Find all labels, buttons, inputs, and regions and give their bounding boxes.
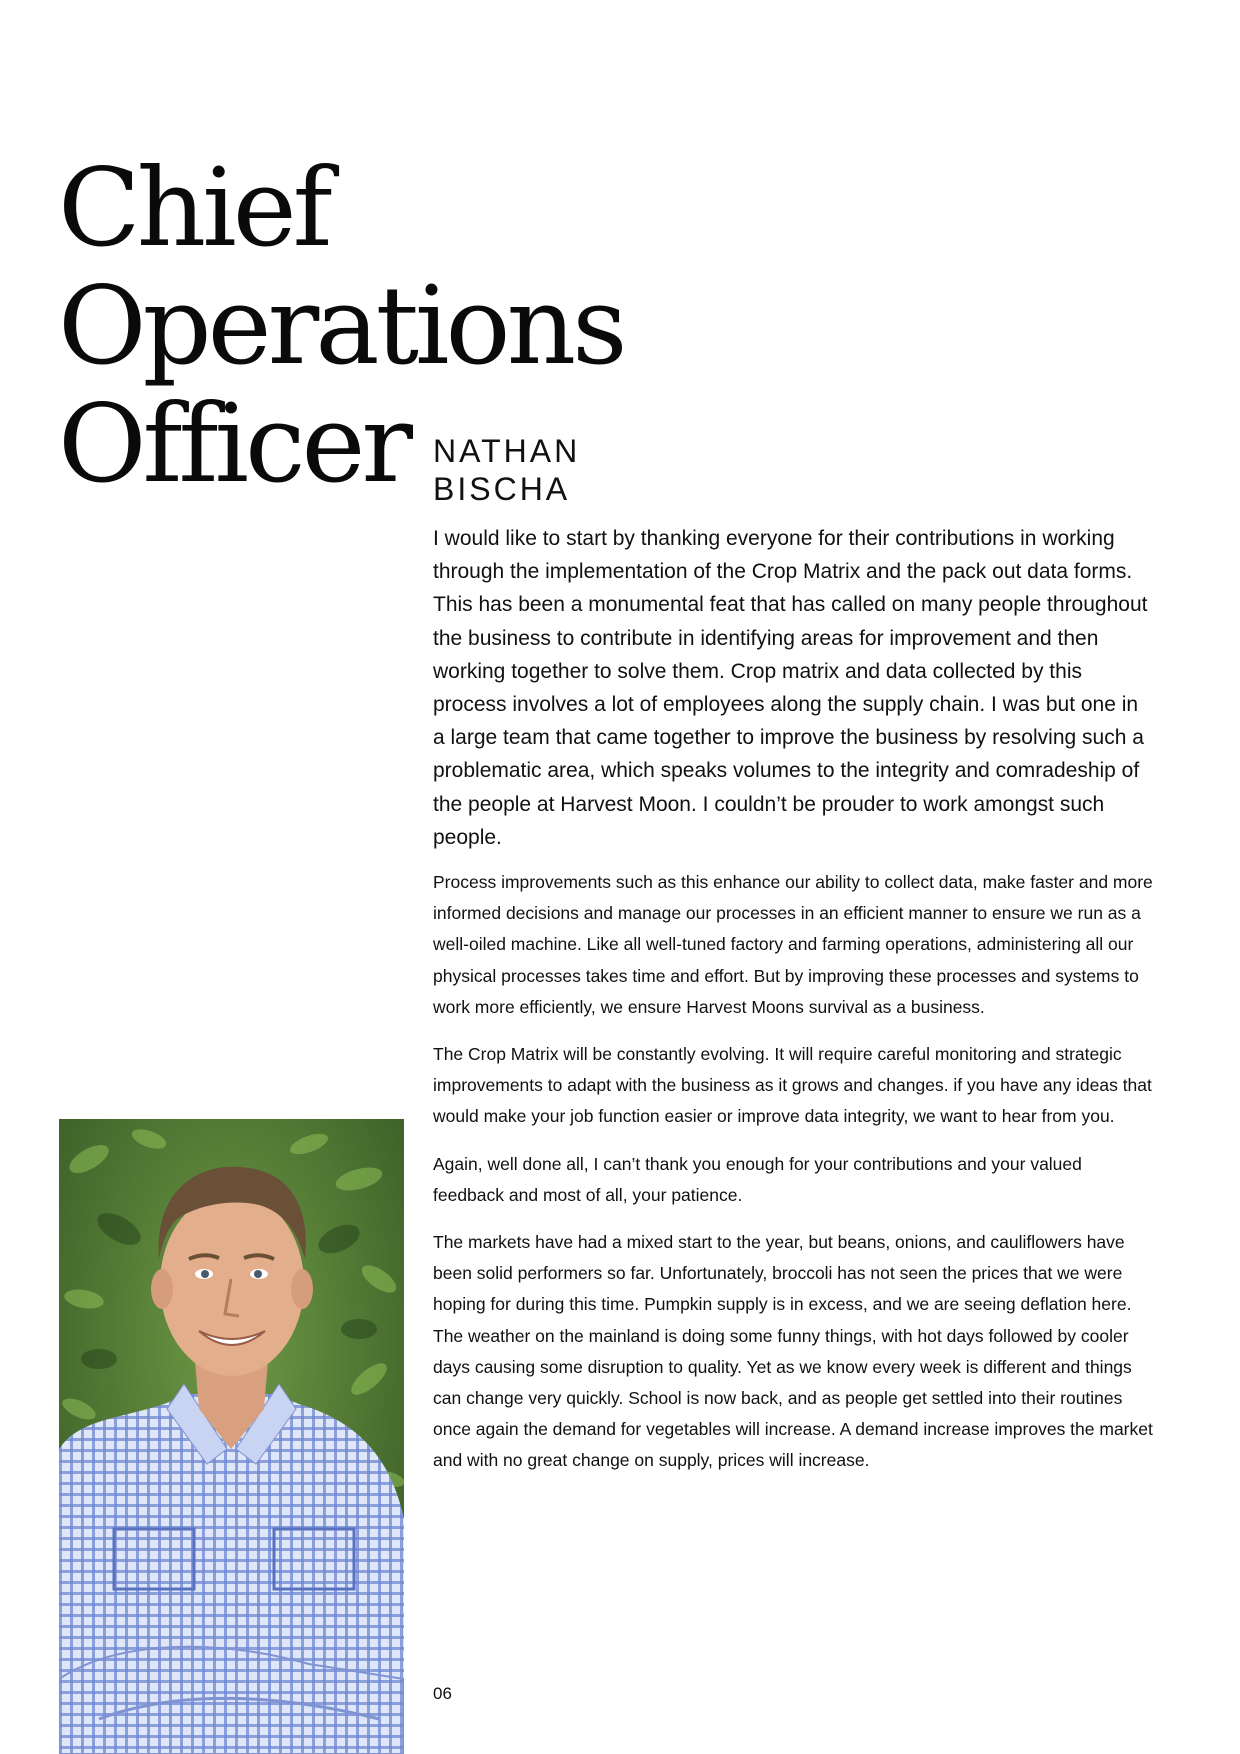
body-paragraph-2: The Crop Matrix will be constantly evolving. It will require careful monitoring and strategic improvements to adapt with the business as it grows and changes. if you have any ideas that would make your job function easier or improve data integrity, we want to hear from you.	[433, 1044, 1152, 1127]
title-line-2: Operations	[58, 264, 624, 389]
author-first-name: NATHAN	[433, 433, 581, 469]
author-name	[433, 432, 580, 508]
page-number: 06	[433, 1684, 452, 1703]
author-last-name: BISCHA	[433, 471, 571, 507]
author-portrait-photo	[59, 1119, 404, 1754]
lead-paragraph: I would like to start by thanking everyone for their contributions in working through the implementation of the Crop Matrix and the pack out data forms. This has been a monumental feat that has called on many people throughout the business to contribute in identifying areas for improvement and then working together to solve them. Crop matrix and data collected by this process involves a lot of employees along the supply chain. I was but one in a large team that came together to improve the business by resolving such a problematic area, which speaks volumes to the integrity and comradeship of the people at Harvest Moon. I couldn’t be prouder to work amongst such people.	[433, 527, 1148, 849]
body-paragraph-1: Process improvements such as this enhance our ability to collect data, make faster and more informed decisions and manage our processes in an efficient manner to ensure we run as a well-oiled machine. Like all well-tuned factory and farming operations, administering all our physical processes takes time and effort. But by improving these processes and systems to work more efficiently, we ensure Harvest Moons survival as a business.	[433, 872, 1153, 1017]
body-paragraph-4: The markets have had a mixed start to the year, but beans, onions, and cauliflowers have been solid performers so far. Unfortunately, broccoli has not seen the prices that we were hoping for during this time. Pumpkin supply is in excess, and we are seeing deflation here. The weather on the mainland is doing some funny things, with hot days followed by cooler days causing some disruption to quality. Yet as we know every week is different and things can change very quickly. School is now back, and as people get settled into their routines once again the demand for vegetables will increase. A demand increase improves the market and with no great change on supply, prices will increase.	[433, 1232, 1153, 1471]
body-paragraph-3: Again, well done all, I can’t thank you enough for your contributions and your valued feedback and most of all, your patience.	[433, 1153, 1082, 1205]
title-line-3: Officer	[58, 382, 410, 507]
article-body	[433, 522, 1153, 1493]
title-line-1: Chief	[58, 146, 329, 271]
portrait-illustration	[59, 1119, 404, 1754]
